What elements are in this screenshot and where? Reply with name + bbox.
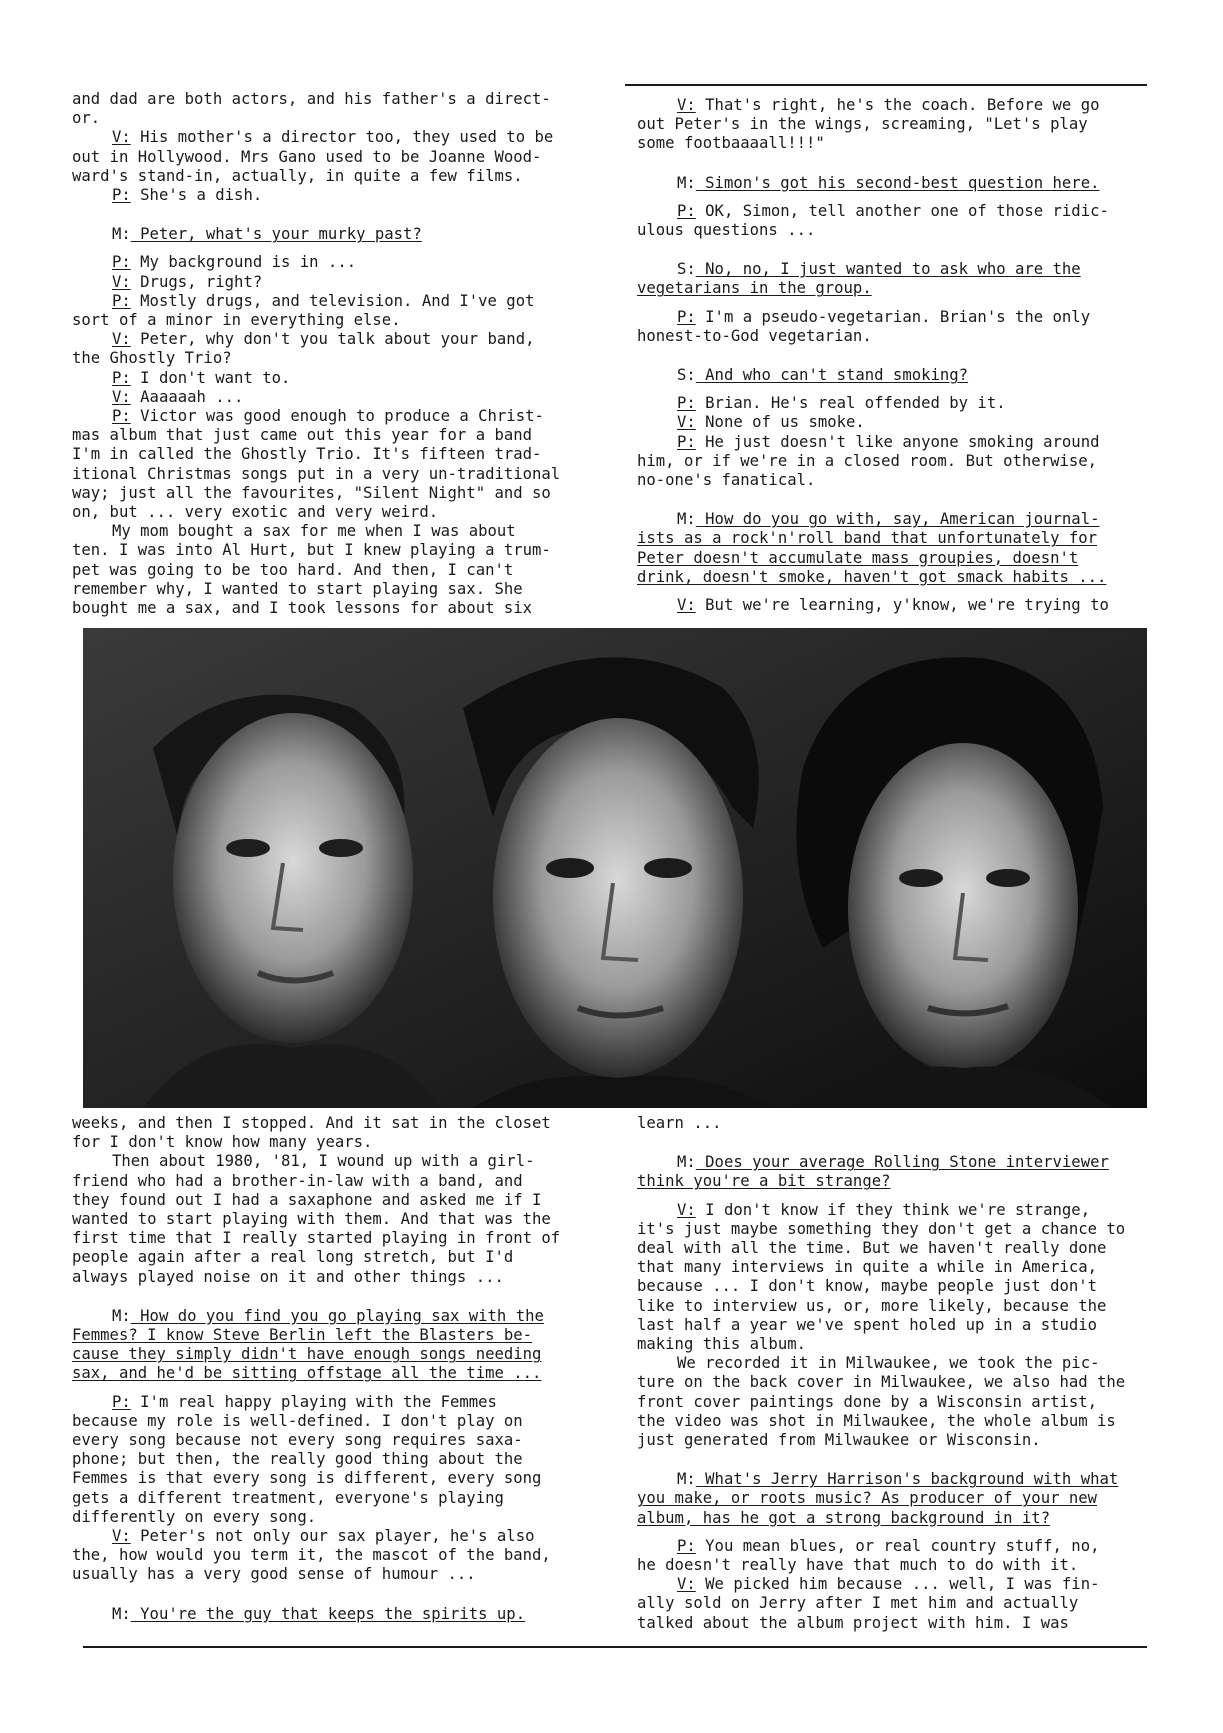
line-text: he doesn't really have that much to do with it. (637, 1556, 1079, 1575)
line-text: sax, and he'd be sitting offstage all the time ... (72, 1364, 542, 1383)
text-line (637, 452, 1157, 471)
line-text: friend who had a brother-in-law with a band, and (72, 1171, 523, 1190)
line-text: ture on the back cover in Milwaukee, we also had the (637, 1373, 1126, 1392)
text-line (637, 308, 1157, 327)
line-text: How do you go with, say, American journal- (695, 510, 1100, 529)
line-text: She's a dish. (130, 186, 263, 205)
text-line (637, 279, 1157, 298)
speaker-label: P: (677, 201, 696, 220)
line-text: always played noise on it and other things ... (72, 1267, 504, 1286)
text-line (637, 174, 1157, 193)
text-line (637, 1277, 1157, 1296)
text-line (637, 1316, 1157, 1335)
line-text: Simon's got his second-best question here. (695, 173, 1100, 192)
line-text: remember why, I wanted to start playing sax. She (72, 579, 523, 598)
line-text: because my role is well-defined. I don't play on (72, 1411, 523, 1430)
speaker-label: V: (677, 96, 696, 114)
speaker-label: M: (112, 1604, 131, 1623)
text-line (72, 1450, 592, 1469)
speaker-label: M: (677, 510, 696, 529)
text-line (72, 1172, 592, 1191)
line-text: out Peter's in the wings, screaming, "Let's play (637, 115, 1088, 134)
line-text: every song because not every song requires saxa- (72, 1431, 523, 1450)
line-text: What's Jerry Harrison's background with what (695, 1470, 1119, 1489)
text-line (72, 522, 592, 541)
line-text: way; just all the favourites, "Silent Night" and so (72, 483, 551, 502)
text-line (72, 1546, 592, 1565)
line-text: pet was going to be too hard. And then, I can't (72, 560, 514, 579)
speaker-label: V: (677, 1200, 696, 1219)
line-text: Aaaaaah ... (130, 387, 244, 406)
text-line (72, 1210, 592, 1229)
text-line (637, 1556, 1157, 1575)
line-text: bought me a sax, and I took lessons for about six (72, 599, 533, 618)
line-text: Femmes? I know Steve Berlin left the Blasters be- (72, 1326, 533, 1345)
text-line (72, 1565, 592, 1584)
text-line (72, 388, 592, 407)
line-text: people again after a real long stretch, but I'd (72, 1248, 514, 1267)
text-line (637, 1393, 1157, 1412)
line-text: Then about 1980, '81, I wound up with a girl- (112, 1152, 535, 1171)
text-line (637, 596, 1157, 615)
speaker-label: P: (677, 394, 696, 413)
speaker-label: V: (112, 1527, 131, 1546)
line-text: ward's stand-in, actually, in quite a few films. (72, 166, 523, 185)
line-text: sort of a minor in everything else. (72, 311, 401, 330)
text-line (637, 134, 1157, 153)
text-line (637, 1172, 1157, 1191)
line-text: the Ghostly Trio? (72, 349, 232, 368)
line-text: the video was shot in Milwaukee, the whole album is (637, 1411, 1116, 1430)
line-text: That's right, he's the coach. Before we go (695, 96, 1100, 114)
line-text: the, how would you term it, the mascot of the band, (72, 1546, 551, 1565)
text-line (637, 1594, 1157, 1613)
left-column-top (72, 90, 592, 618)
text-line (72, 90, 592, 109)
text-line (72, 1114, 592, 1133)
line-text: itional Christmas songs put in a very un-traditional (72, 464, 561, 483)
line-text: front cover paintings done by a Wisconsin artist, (637, 1392, 1098, 1411)
speaker-label: M: (677, 1470, 696, 1489)
text-line (72, 1307, 592, 1326)
text-line (637, 202, 1157, 221)
line-text: Femmes is that every song is different, every song (72, 1469, 542, 1488)
text-line (637, 1239, 1157, 1258)
speaker-label: M: (112, 1306, 131, 1325)
text-line (72, 330, 592, 349)
text-line (637, 1489, 1157, 1508)
text-line (72, 1393, 592, 1412)
right-column-top (637, 96, 1157, 615)
text-line (72, 1229, 592, 1248)
line-text: learn ... (637, 1114, 722, 1132)
line-text: they found out I had a saxaphone and asked me if I (72, 1190, 542, 1209)
text-line (637, 1614, 1157, 1633)
line-text: We picked him because ... well, I was fin- (695, 1575, 1100, 1594)
line-text: or. (72, 109, 101, 128)
text-line (637, 1509, 1157, 1528)
text-line (72, 1268, 592, 1287)
line-text: I don't know if they think we're strange, (695, 1200, 1091, 1219)
text-line (637, 1258, 1157, 1277)
text-line (72, 561, 592, 580)
text-line (637, 1114, 1157, 1133)
line-text: Brian. He's real offended by it. (695, 394, 1006, 413)
line-text: drink, doesn't smoke, haven't got smack habits ... (637, 567, 1107, 586)
speaker-label: P: (677, 1536, 696, 1555)
text-line (72, 1364, 592, 1383)
line-text: cause they simply didn't have enough songs needing (72, 1345, 542, 1364)
text-line (72, 167, 592, 186)
line-text: But we're learning, y'know, we're trying to (695, 596, 1109, 615)
text-line (637, 260, 1157, 279)
text-line (637, 394, 1157, 413)
text-line (72, 186, 592, 205)
line-text: I'm real happy playing with the Femmes (130, 1392, 497, 1411)
line-text: phone; but then, the really good thing about the (72, 1450, 523, 1469)
line-text: differently on every song. (72, 1507, 317, 1526)
text-line (72, 541, 592, 560)
text-line (637, 1354, 1157, 1373)
text-line (72, 484, 592, 503)
speaker-label: P: (112, 253, 131, 272)
text-line (72, 253, 592, 272)
line-text: Peter, why don't you talk about your band, (130, 330, 535, 349)
line-text: album, has he got a strong background in it? (637, 1508, 1051, 1527)
text-line (637, 96, 1157, 115)
line-text: wanted to start playing with them. And that was the (72, 1210, 551, 1229)
text-line (637, 1412, 1157, 1431)
line-text: You're the guy that keeps the spirits up. (130, 1604, 526, 1623)
text-line (72, 369, 592, 388)
text-line (72, 503, 592, 522)
line-text: because ... I don't know, maybe people just don't (637, 1277, 1098, 1296)
line-text: Mostly drugs, and television. And I've got (130, 291, 535, 310)
line-text: We recorded it in Milwaukee, we took the pic- (677, 1354, 1100, 1373)
line-text: vegetarians in the group. (637, 279, 872, 298)
text-line (637, 1335, 1157, 1354)
line-text: I don't want to. (130, 368, 291, 387)
speaker-label: S: (677, 260, 696, 279)
speaker-label: V: (112, 330, 131, 349)
text-line (72, 1133, 592, 1152)
text-line (72, 1431, 592, 1450)
text-line (72, 128, 592, 147)
line-text: no-one's fanatical. (637, 471, 816, 490)
line-text: on, but ... very exotic and very weird. (72, 503, 439, 522)
speaker-label: P: (677, 307, 696, 326)
line-text: No, no, I just wanted to ask who are the (695, 260, 1081, 279)
text-line (72, 426, 592, 445)
text-line (637, 568, 1157, 587)
text-line (637, 1575, 1157, 1594)
band-photo-image (83, 628, 1147, 1108)
text-line (72, 599, 592, 618)
line-text: None of us smoke. (695, 413, 865, 432)
line-text: last half a year we've spent holed up in a studio (637, 1315, 1098, 1334)
text-line (72, 1469, 592, 1488)
speaker-label: V: (112, 272, 131, 291)
text-line (72, 148, 592, 167)
speaker-label: V: (112, 128, 131, 147)
text-line (72, 273, 592, 292)
text-line (637, 1431, 1157, 1450)
text-line (637, 1373, 1157, 1392)
right-column-bottom (637, 1114, 1157, 1633)
speaker-label: P: (112, 368, 131, 387)
line-text: weeks, and then I stopped. And it sat in the closet (72, 1114, 551, 1132)
text-line (72, 1191, 592, 1210)
speaker-label: V: (677, 413, 696, 432)
text-line (72, 1508, 592, 1527)
text-line (637, 115, 1157, 134)
speaker-label: V: (677, 596, 696, 615)
line-text: My mom bought a sax for me when I was about (112, 522, 516, 541)
line-text: My background is in ... (130, 253, 357, 272)
line-text: deal with all the time. But we haven't really done (637, 1239, 1107, 1258)
text-line (637, 433, 1157, 452)
text-line (72, 1605, 592, 1624)
speaker-label: S: (677, 366, 696, 385)
line-text: I'm in called the Ghostly Trio. It's fifteen trad- (72, 445, 542, 464)
line-text: ally sold on Jerry after I met him and actually (637, 1594, 1079, 1613)
line-text: Peter, what's your murky past? (130, 225, 422, 244)
left-column-bottom (72, 1114, 592, 1624)
line-text: usually has a very good sense of humour ... (72, 1565, 476, 1584)
line-text: His mother's a director too, they used to be (130, 128, 554, 147)
line-text: that many interviews in quite a while in America, (637, 1258, 1098, 1277)
text-line (72, 1527, 592, 1546)
line-text: first time that I really started playing in front of (72, 1229, 561, 1248)
speaker-label: P: (112, 291, 131, 310)
line-text: OK, Simon, tell another one of those ridic- (695, 201, 1109, 220)
line-text: Drugs, right? (130, 272, 263, 291)
text-line (637, 221, 1157, 240)
text-line (637, 366, 1157, 385)
line-text: ists as a rock'n'roll band that unfortunately for (637, 529, 1098, 548)
line-text: just generated from Milwaukee or Wisconsin. (637, 1431, 1041, 1450)
line-text: Victor was good enough to produce a Christ- (130, 407, 544, 426)
line-text: honest-to-God vegetarian. (637, 326, 872, 345)
text-line (72, 1248, 592, 1267)
speaker-label: V: (112, 387, 131, 406)
line-text: ulous questions ... (637, 221, 816, 240)
speaker-label: M: (677, 173, 696, 192)
line-text: for I don't know how many years. (72, 1133, 373, 1152)
text-line (637, 549, 1157, 568)
text-line (72, 445, 592, 464)
band-photo (83, 628, 1147, 1108)
text-line (72, 225, 592, 244)
line-text: ten. I was into Al Hurt, but I knew playing a trum- (72, 541, 551, 560)
text-line (637, 1297, 1157, 1316)
text-line (72, 292, 592, 311)
text-line (72, 1489, 592, 1508)
text-line (72, 349, 592, 368)
bottom-rule (83, 1646, 1147, 1648)
speaker-label: M: (677, 1153, 696, 1172)
line-text: And who can't stand smoking? (695, 366, 969, 385)
text-line (72, 311, 592, 330)
line-text: some footbaaaall!!!" (637, 134, 825, 153)
speaker-label: P: (677, 432, 696, 451)
line-text: Peter doesn't accumulate mass groupies, doesn't (637, 548, 1079, 567)
line-text: it's just maybe something they don't get a chance to (637, 1219, 1126, 1238)
speaker-label: M: (112, 225, 131, 244)
line-text: like to interview us, or, more likely, because the (637, 1296, 1107, 1315)
text-line (72, 1152, 592, 1171)
line-text: making this album. (637, 1335, 806, 1354)
text-line (637, 413, 1157, 432)
top-rule (625, 84, 1147, 86)
text-line (637, 471, 1157, 490)
text-line (637, 529, 1157, 548)
line-text: How do you find you go playing sax with the (130, 1306, 544, 1325)
speaker-label: P: (112, 1392, 131, 1411)
text-line (72, 1326, 592, 1345)
line-text: You mean blues, or real country stuff, no, (695, 1536, 1100, 1555)
text-line (72, 407, 592, 426)
line-text: He just doesn't like anyone smoking around (695, 432, 1100, 451)
text-line (637, 1153, 1157, 1172)
line-text: gets a different treatment, everyone's playing (72, 1488, 504, 1507)
speaker-label: V: (677, 1575, 696, 1594)
line-text: you make, or roots music? As producer of your new (637, 1489, 1098, 1508)
text-line (72, 1412, 592, 1431)
text-line (72, 580, 592, 599)
speaker-label: P: (112, 186, 131, 205)
text-line (72, 465, 592, 484)
line-text: I'm a pseudo-vegetarian. Brian's the only (695, 307, 1091, 326)
text-line (637, 1537, 1157, 1556)
line-text: him, or if we're in a closed room. But otherwise, (637, 451, 1098, 470)
speaker-label: P: (112, 407, 131, 426)
text-line (72, 109, 592, 128)
text-line (637, 327, 1157, 346)
text-line (637, 1220, 1157, 1239)
line-text: Peter's not only our sax player, he's also (130, 1527, 535, 1546)
line-text: mas album that just came out this year for a band (72, 426, 533, 445)
line-text: out in Hollywood. Mrs Gano used to be Joanne Wood- (72, 147, 542, 166)
text-line (72, 1345, 592, 1364)
text-line (637, 510, 1157, 529)
line-text: and dad are both actors, and his father's a direct- (72, 90, 551, 108)
line-text: Does your average Rolling Stone interviewer (695, 1153, 1109, 1172)
line-text: think you're a bit strange? (637, 1172, 891, 1191)
line-text: talked about the album project with him. I was (637, 1613, 1069, 1632)
text-line (637, 1201, 1157, 1220)
text-line (637, 1470, 1157, 1489)
